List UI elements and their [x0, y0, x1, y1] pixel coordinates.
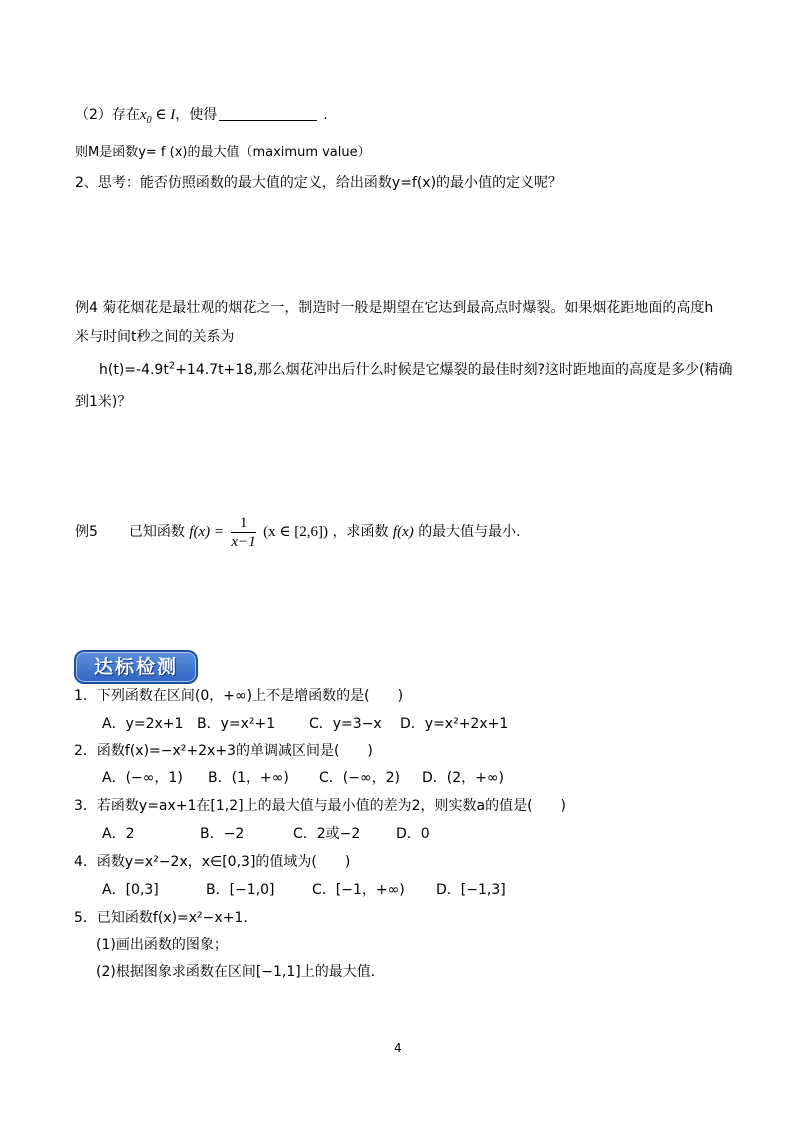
q4-option-a: A．[0,3]	[102, 882, 159, 898]
answer-blank[interactable]	[219, 106, 317, 121]
thinking-question: 2、思考：能否仿照函数的最大值的定义，给出函数y=f(x)的最小值的定义呢？	[75, 175, 563, 191]
q4-option-d: D．[−1,3]	[436, 882, 506, 898]
example4-line4: 到1米)？	[75, 394, 132, 410]
q2-option-b: B．(1，+∞)	[208, 770, 289, 786]
q3-option-d: D．0	[396, 826, 430, 842]
q2-option-c: C．(−∞，2)	[319, 770, 400, 786]
q3-option-b: B．−2	[200, 826, 245, 842]
q4-option-c: C．[−1，+∞)	[312, 882, 405, 898]
q2-stem: 2．函数f(x)=−x²+2x+3的单调减区间是( )	[74, 743, 373, 759]
q5-part2: (2)根据图象求函数在区间[−1,1]上的最大值．	[96, 964, 385, 980]
q5-stem: 5．已知函数f(x)=x²−x+1.	[74, 910, 248, 926]
q2-option-d: D．(2，+∞)	[422, 770, 505, 786]
x0-symbol: $x_0$	[139, 107, 152, 126]
q1-option-c: C．y=3−x	[309, 716, 382, 732]
example4-line2: 米与时间t秒之间的关系为	[75, 329, 235, 345]
q5-part1: (1)画出函数的图象；	[96, 937, 228, 953]
q3-option-a: A．2	[102, 826, 135, 842]
q1-stem: 1．下列函数在区间(0，+∞)上不是增函数的是( )	[74, 688, 404, 704]
q1-option-a: A．y=2x+1	[102, 716, 184, 732]
max-value-conclusion: 则M是函数y= f (x)的最大值（maximum value）	[75, 145, 371, 160]
q4-option-b: B．[−1,0]	[206, 882, 275, 898]
section-banner: 达标检测	[74, 650, 198, 684]
example5-label: 例5	[75, 524, 98, 540]
page-number: 4	[394, 1041, 402, 1055]
condition-2: （2）存在$x_0$ ∈ I，使得 .	[75, 107, 328, 126]
q3-option-c: C．2或−2	[293, 826, 361, 842]
q1-option-d: D．y=x²+2x+1	[400, 716, 509, 732]
q3-stem: 3．若函数y=ax+1在[1,2]上的最大值与最小值的差为2，则实数a的值是( )	[74, 798, 567, 814]
example4-line1: 例4 菊花烟花是最壮观的烟花之一，制造时一般是期望在它达到最高点时爆裂。如果烟花距地面的高度h	[75, 300, 714, 316]
example4-line3: $h(t)=-4.9t^2+14.7t+18$,那么烟花冲出后什么时候是它爆裂的最佳时刻?这时距地面的高度是多少(精确	[99, 360, 733, 378]
fraction-1-over-x-minus-1: $\frac{1}{x-1}$	[231, 514, 256, 550]
q4-stem: 4．函数y=x²−2x，x∈[0,3]的值域为( )	[74, 854, 351, 870]
q1-option-b: B．y=x²+1	[197, 716, 276, 732]
example5: 例5 已知函数 f(x) = $\frac{1}{x-1}$ (x ∈ [2,6]) ，求函数 f(x) 的最大值与最小.	[75, 514, 521, 550]
q2-option-a: A．(−∞，1)	[102, 770, 183, 786]
